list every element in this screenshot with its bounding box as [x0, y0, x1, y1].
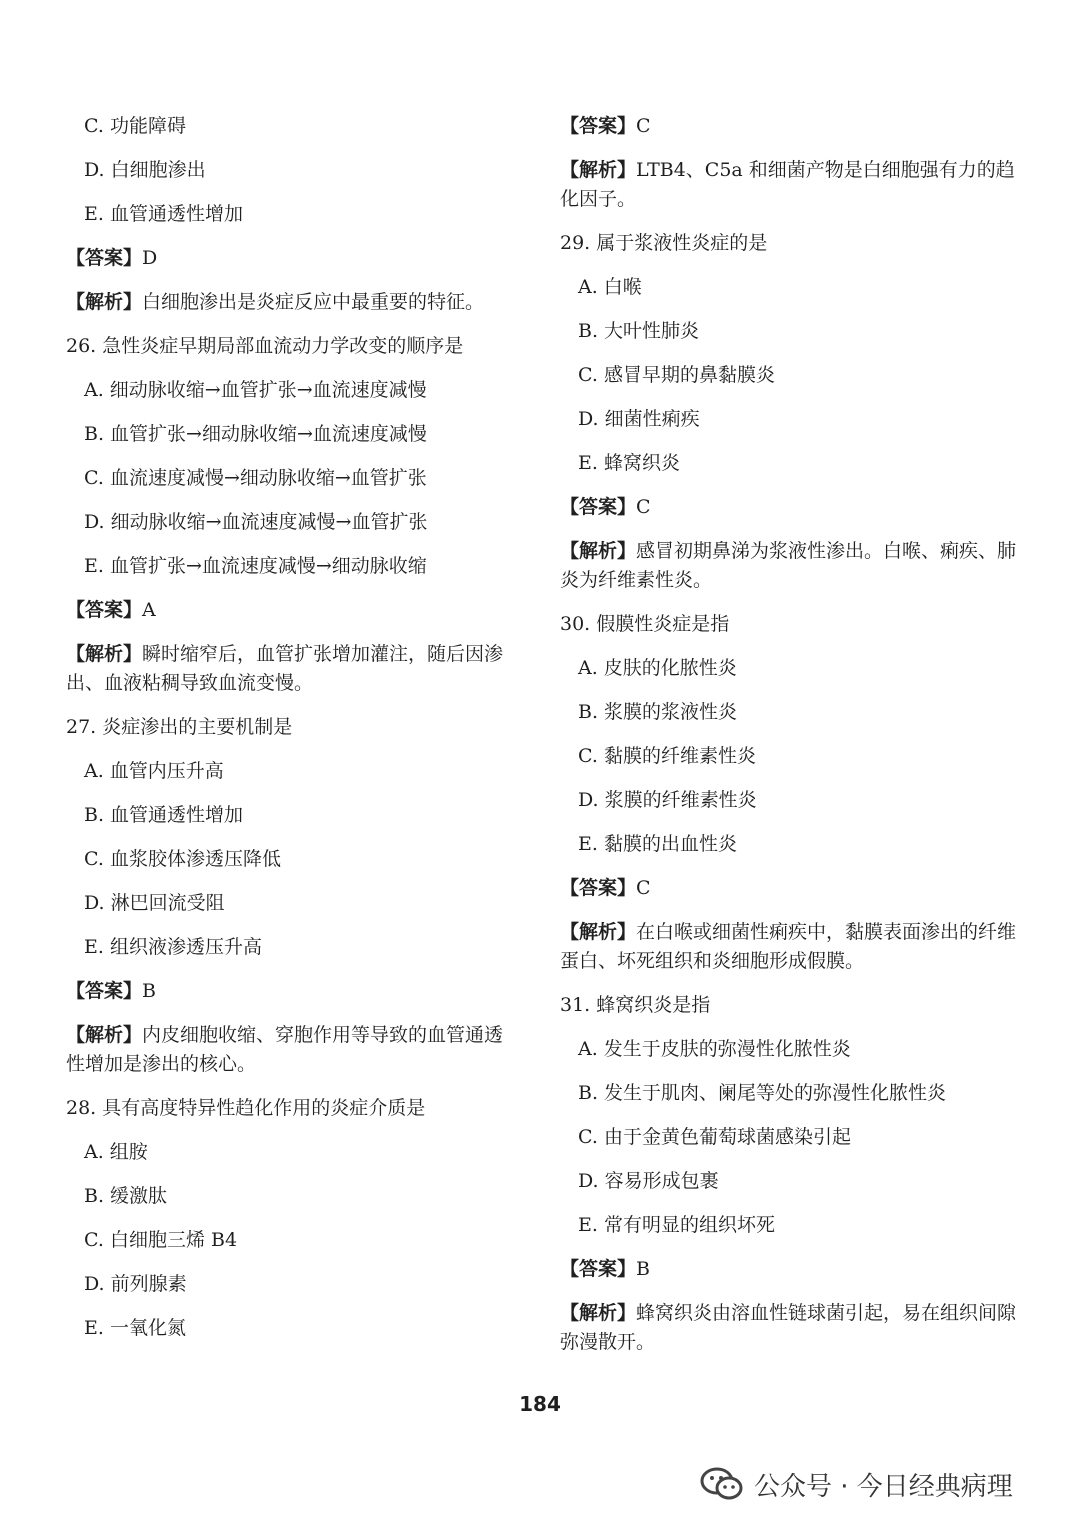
page-number: 184 [519, 1392, 561, 1416]
left-option [66, 845, 516, 874]
right-option [560, 1035, 1020, 1064]
right-answer [560, 112, 1020, 141]
right-answer [560, 874, 1020, 903]
watermark-text: 公众号 · 今日经典病理 [754, 1471, 1013, 1502]
option-text: C. 感冒早期的鼻黏膜炎 [578, 364, 775, 386]
right-column [560, 112, 1020, 1357]
answer-text: D [142, 247, 158, 269]
answer-label: 【答案】 [66, 247, 143, 269]
left-option [66, 552, 516, 581]
left-column [66, 112, 516, 1343]
option-text: C. 血流速度减慢→细动脉收缩→血管扩张 [84, 467, 427, 489]
right-answer [560, 493, 1020, 522]
option-text: A. 白喉 [578, 276, 642, 298]
option-text: C. 由于金黄色葡萄球菌感染引起 [578, 1126, 851, 1148]
right-option [560, 1211, 1020, 1240]
option-text: A. 发生于皮肤的弥漫性化脓性炎 [578, 1038, 851, 1060]
explanation-label: 【解析】 [66, 291, 143, 313]
explanation-label: 【解析】 [66, 643, 143, 665]
left-option [66, 156, 516, 185]
option-text: A. 细动脉收缩→血管扩张→血流速度减慢 [84, 379, 427, 401]
answer-label: 【答案】 [66, 599, 143, 621]
option-text: D. 容易形成包裹 [578, 1170, 719, 1192]
right-option [560, 449, 1020, 478]
explanation-label: 【解析】 [560, 540, 637, 562]
right-option [560, 786, 1020, 815]
explanation-label: 【解析】 [560, 159, 637, 181]
left-option [66, 1314, 516, 1343]
option-text: E. 血管通透性增加 [84, 203, 243, 225]
left-option [66, 1138, 516, 1167]
right-question [560, 610, 1020, 639]
left-answer [66, 977, 516, 1006]
left-explanation [66, 1021, 516, 1079]
question-text: 30. 假膜性炎症是指 [560, 613, 730, 635]
answer-text: C [636, 877, 651, 899]
answer-label: 【答案】 [66, 980, 143, 1002]
explanation-text: 白细胞渗出是炎症反应中最重要的特征。 [142, 291, 485, 313]
left-answer [66, 596, 516, 625]
left-option [66, 464, 516, 493]
option-text: D. 细动脉收缩→血流速度减慢→血管扩张 [84, 511, 428, 533]
answer-label: 【答案】 [560, 115, 637, 137]
left-option [66, 1182, 516, 1211]
option-text: B. 发生于肌肉、阑尾等处的弥漫性化脓性炎 [578, 1082, 947, 1104]
right-option [560, 1079, 1020, 1108]
right-question [560, 991, 1020, 1020]
right-option [560, 405, 1020, 434]
right-option [560, 1123, 1020, 1152]
question-text: 28. 具有高度特异性趋化作用的炎症介质是 [66, 1097, 426, 1119]
option-text: C. 白细胞三烯 B4 [84, 1229, 238, 1251]
option-text: D. 细菌性痢疾 [578, 408, 700, 430]
right-question [560, 229, 1020, 258]
right-explanation [560, 918, 1020, 976]
option-text: A. 组胺 [84, 1141, 148, 1163]
right-option [560, 1167, 1020, 1196]
option-text: E. 一氧化氮 [84, 1317, 186, 1339]
right-option [560, 273, 1020, 302]
explanation-text: 在白喉或细菌性痢疾中，黏膜表面渗出的纤维蛋白、坏死组织和炎细胞形成假膜。 [560, 921, 1017, 972]
left-option [66, 801, 516, 830]
explanation-text: 感冒初期鼻涕为浆液性渗出。白喉、痢疾、肺炎为纤维素性炎。 [560, 540, 1017, 591]
option-text: D. 浆膜的纤维素性炎 [578, 789, 757, 811]
left-option [66, 889, 516, 918]
option-text: B. 大叶性肺炎 [578, 320, 700, 342]
right-explanation [560, 1299, 1020, 1357]
wechat-icon [700, 1466, 744, 1502]
left-answer [66, 244, 516, 273]
left-question [66, 713, 516, 742]
left-option [66, 376, 516, 405]
question-text: 27. 炎症渗出的主要机制是 [66, 716, 293, 738]
option-text: A. 皮肤的化脓性炎 [578, 657, 737, 679]
option-text: E. 血管扩张→血流速度减慢→细动脉收缩 [84, 555, 427, 577]
option-text: E. 蜂窝织炎 [578, 452, 680, 474]
explanation-text: LTB4、C5a 和细菌产物是白细胞强有力的趋化因子。 [560, 159, 1015, 210]
right-answer [560, 1255, 1020, 1284]
right-option [560, 830, 1020, 859]
explanation-label: 【解析】 [66, 1024, 143, 1046]
right-option [560, 361, 1020, 390]
option-text: D. 前列腺素 [84, 1273, 187, 1295]
right-option [560, 654, 1020, 683]
option-text: D. 白细胞渗出 [84, 159, 206, 181]
option-text: B. 浆膜的浆液性炎 [578, 701, 738, 723]
question-text: 26. 急性炎症早期局部血流动力学改变的顺序是 [66, 335, 464, 357]
right-option [560, 317, 1020, 346]
explanation-label: 【解析】 [560, 921, 637, 943]
option-text: D. 淋巴回流受阻 [84, 892, 225, 914]
right-option [560, 698, 1020, 727]
option-text: B. 缓激肽 [84, 1185, 168, 1207]
left-option [66, 112, 516, 141]
left-option [66, 933, 516, 962]
answer-label: 【答案】 [560, 877, 637, 899]
option-text: B. 血管扩张→细动脉收缩→血流速度减慢 [84, 423, 427, 445]
option-text: C. 功能障碍 [84, 115, 186, 137]
option-text: C. 黏膜的纤维素性炎 [578, 745, 756, 767]
option-text: B. 血管通透性增加 [84, 804, 244, 826]
left-explanation [66, 288, 516, 317]
question-text: 29. 属于浆液性炎症的是 [560, 232, 768, 254]
right-option [560, 742, 1020, 771]
left-question [66, 1094, 516, 1123]
right-explanation [560, 537, 1020, 595]
option-text: E. 组织液渗透压升高 [84, 936, 262, 958]
option-text: A. 血管内压升高 [84, 760, 224, 782]
left-question [66, 332, 516, 361]
watermark [700, 1462, 1013, 1506]
left-option [66, 757, 516, 786]
explanation-label: 【解析】 [560, 1302, 637, 1324]
left-option [66, 1270, 516, 1299]
answer-text: C [636, 496, 651, 518]
right-explanation [560, 156, 1020, 214]
question-text: 31. 蜂窝织炎是指 [560, 994, 711, 1016]
explanation-text: 瞬时缩窄后，血管扩张增加灌注，随后因渗出、血液粘稠导致血流变慢。 [66, 643, 504, 694]
left-option [66, 200, 516, 229]
option-text: E. 黏膜的出血性炎 [578, 833, 737, 855]
answer-label: 【答案】 [560, 496, 637, 518]
answer-text: B [636, 1258, 650, 1280]
left-option [66, 1226, 516, 1255]
explanation-text: 蜂窝织炎由溶血性链球菌引起，易在组织间隙弥漫散开。 [560, 1302, 1017, 1353]
option-text: E. 常有明显的组织坏死 [578, 1214, 775, 1236]
explanation-text: 内皮细胞收缩、穿胞作用等导致的血管通透性增加是渗出的核心。 [66, 1024, 504, 1075]
left-option [66, 508, 516, 537]
answer-label: 【答案】 [560, 1258, 637, 1280]
answer-text: C [636, 115, 651, 137]
answer-text: A [142, 599, 156, 621]
answer-text: B [142, 980, 156, 1002]
left-explanation [66, 640, 516, 698]
option-text: C. 血浆胶体渗透压降低 [84, 848, 281, 870]
left-option [66, 420, 516, 449]
